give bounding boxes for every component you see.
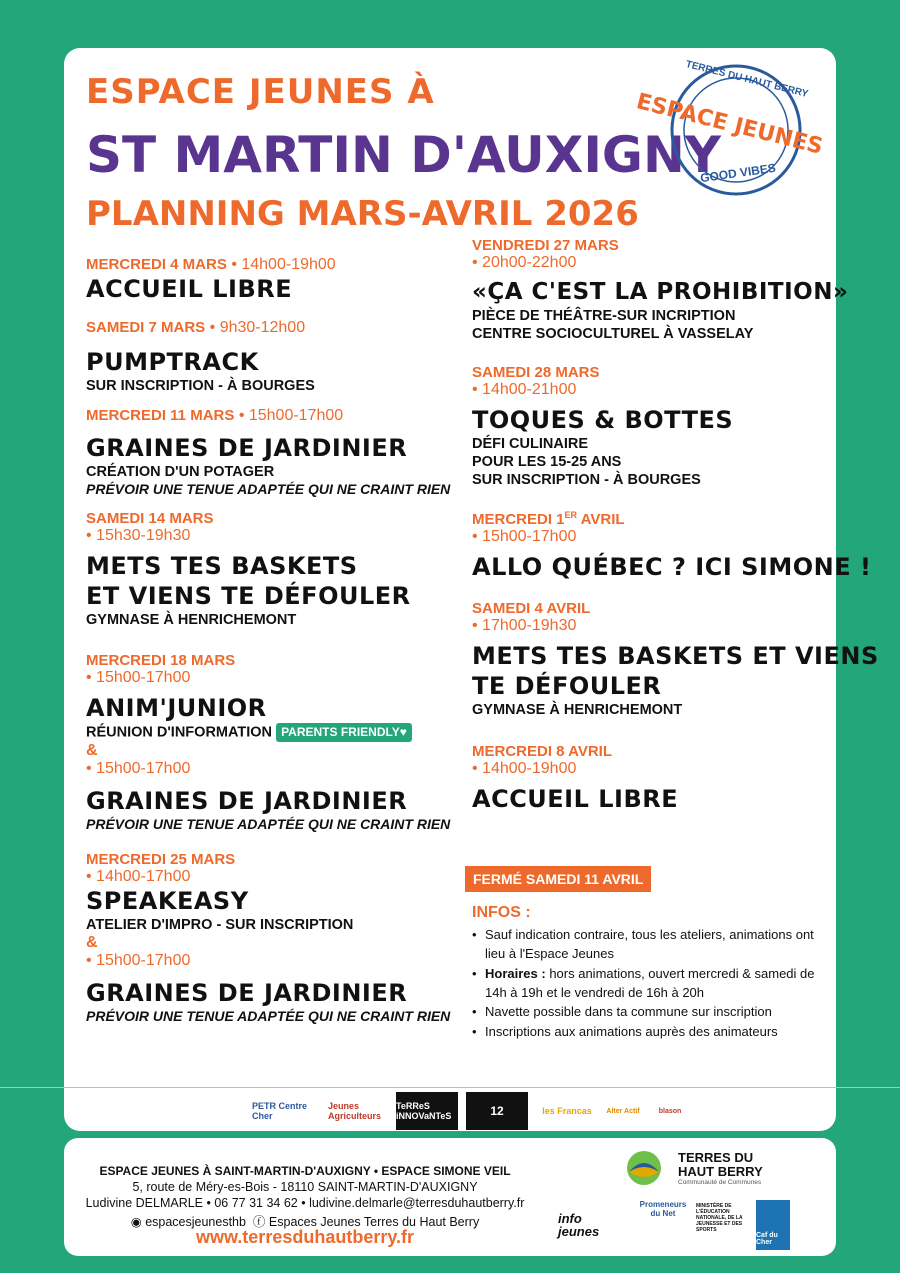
event-title-line1: METS TES BASKETS ET VIENS	[472, 642, 879, 670]
closed-notice: FERMÉ SAMEDI 11 AVRIL	[465, 866, 651, 892]
blason-icon: blason	[658, 1107, 682, 1115]
event-date: SAMEDI 4 AVRIL	[472, 600, 591, 617]
info-item: • Horaires : hors animations, ouvert mercredi & samedi de 14h à 19h et le vendredi de 16h à 20h	[472, 965, 832, 1003]
event-date: MERCREDI 8 AVRIL	[472, 743, 613, 760]
event-ampersand: &	[86, 934, 98, 952]
header-planning: PLANNING MARS-AVRIL 2026	[86, 194, 639, 234]
info-item: • Navette possible dans ta commune sur inscription	[472, 1003, 832, 1022]
event-time: • 20h00-22h00	[472, 254, 577, 271]
event-subtitle-3: SUR INSCRIPTION - À BOURGES	[472, 472, 701, 489]
event-subtitle-2: CENTRE SOCIOCULTUREL À VASSELAY	[472, 325, 754, 342]
event-vendredi-27-mars	[472, 237, 848, 343]
event-note: PRÉVOIR UNE TENUE ADAPTÉE QUI NE CRAINT RIEN	[86, 481, 451, 498]
event-subtitle: RÉUNION D'INFORMATION PARENTS FRIENDLY♥	[86, 723, 450, 742]
event-date: SAMEDI 14 MARS	[86, 510, 214, 527]
event-time: • 15h00-17h00	[472, 528, 577, 545]
infos-title: INFOS :	[472, 904, 531, 921]
espace-jeunes-stamp	[633, 58, 826, 200]
footer-address: 5, route de Méry-es-Bois - 18110 SAINT-MARTIN-D'AUXIGNY	[132, 1180, 478, 1194]
event-note: PRÉVOIR UNE TENUE ADAPTÉE QUI NE CRAINT RIEN	[86, 816, 451, 832]
infos-list	[472, 926, 832, 1043]
stamp-bottom-text: GOOD VIBES	[699, 160, 777, 186]
event-title: GRAINES DE JARDINIER	[86, 434, 408, 462]
event-title: PUMPTRACK	[86, 348, 259, 376]
event-subtitle: GYMNASE À HENRICHEMONT	[472, 702, 683, 718]
petr-logo: PETR Centre Cher	[252, 1101, 308, 1121]
event-date: SAMEDI 28 MARS	[472, 364, 600, 381]
event-title-line2: TE DÉFOULER	[472, 672, 662, 700]
event-date: MERCREDI 11 MARS	[86, 407, 235, 424]
event-mercredi-11-mars	[86, 407, 450, 497]
event-title: ACCUEIL LIBRE	[472, 785, 679, 813]
event-mercredi-8-avril	[472, 743, 678, 814]
event-subtitle-1: DÉFI CULINAIRE	[472, 436, 588, 452]
event-date: VENDREDI 27 MARS	[472, 237, 619, 254]
event-time: • 14h00-21h00	[472, 381, 577, 398]
event-time: • 14h00-17h00	[86, 868, 191, 885]
parents-friendly-badge: PARENTS FRIENDLY♥	[276, 723, 412, 742]
event-title: «ÇA C'EST LA PROHIBITION»	[472, 279, 849, 305]
event-time: • 14h00-19h00	[231, 256, 336, 273]
event-samedi-4-avril	[472, 600, 879, 719]
event-title-line1: METS TES BASKETS	[86, 552, 358, 580]
event-time-2: • 15h00-17h00	[86, 952, 191, 970]
terres-innovantes-logo: TeRReS iNNOVaNTeS	[396, 1092, 458, 1130]
stamp-top-text: TERRES DU HAUT BERRY	[684, 58, 810, 101]
jeunes-agriculteurs-logo: Jeunes Agriculteurs	[328, 1101, 382, 1121]
event-date: SAMEDI 7 MARS	[86, 319, 206, 336]
event-title: ACCUEIL LIBRE	[86, 275, 293, 303]
event-subtitle-1: PIÈCE DE THÉÂTRE-SUR INCRIPTION	[472, 307, 736, 324]
instagram-icon: ◉	[130, 1215, 142, 1229]
facebook-handle[interactable]: Espaces Jeunes Terres du Haut Berry	[268, 1215, 480, 1229]
facebook-icon: ⓕ	[252, 1215, 266, 1229]
event-title-line2: ET VIENS TE DÉFOULER	[86, 582, 411, 610]
event-title-2: GRAINES DE JARDINIER	[86, 787, 408, 815]
event-samedi-14-mars	[86, 510, 411, 629]
event-time: • 14h00-19h00	[472, 760, 577, 777]
event-time: • 9h30-12h00	[209, 319, 306, 336]
event-samedi-7-mars	[86, 319, 315, 395]
event-date: MERCREDI 25 MARS	[86, 851, 236, 868]
ministere-logo: MINISTÈRE DE L'ÉDUCATION NATIONALE, DE LA JEUNESSE ET DES SPORTS	[696, 1203, 743, 1233]
event-mercredi-18-mars	[86, 652, 450, 832]
header-title: ST MARTIN D'AUXIGNY	[86, 126, 722, 184]
event-time: • 15h30-19h30	[86, 527, 191, 544]
info-item: • Sauf indication contraire, tous les ateliers, animations ont lieu à l'Espace Jeunes	[472, 926, 832, 964]
douze-logo: 12	[466, 1092, 528, 1130]
event-mercredi-4-mars	[86, 256, 336, 304]
footer-contact[interactable]: Ludivine DELMARLE • 06 77 31 34 62 • ludivine.delmarle@terresduhautberry.fr	[85, 1196, 525, 1210]
event-samedi-28-mars	[472, 364, 733, 489]
event-date: MERCREDI 4 MARS	[86, 256, 227, 273]
alter-actif-logo: Alter Actif	[606, 1107, 640, 1115]
caf-logo: Caf du Cher	[756, 1200, 790, 1250]
instagram-handle[interactable]: espacesjeunesthb	[145, 1215, 246, 1229]
event-time: • 15h00-17h00	[86, 669, 191, 686]
event-mercredi-25-mars	[86, 851, 450, 1024]
event-note: PRÉVOIR UNE TENUE ADAPTÉE QUI NE CRAINT RIEN	[86, 1008, 451, 1025]
event-time: • 17h00-19h30	[472, 617, 577, 634]
thb-name-1: TERRES DU	[678, 1150, 754, 1165]
event-subtitle: CRÉATION D'UN POTAGER	[86, 464, 275, 480]
event-title: SPEAKEASY	[86, 887, 249, 915]
event-subtitle: ATELIER D'IMPRO - SUR INSCRIPTION	[86, 917, 354, 933]
event-title: TOQUES & BOTTES	[472, 406, 734, 434]
event-subtitle: SUR INSCRIPTION - À BOURGES	[86, 378, 315, 394]
event-subtitle-2: POUR LES 15-25 ANS	[472, 454, 622, 471]
event-ampersand: &	[86, 742, 98, 759]
promeneurs-logo: Promeneurs du Net	[639, 1200, 687, 1218]
event-title: ANIM'JUNIOR	[86, 694, 267, 722]
thb-sub: Communauté de Communes	[678, 1179, 762, 1186]
event-date: MERCREDI 18 MARS	[86, 652, 236, 669]
event-date: MERCREDI 1ER AVRIL	[472, 510, 625, 528]
info-item: • Inscriptions aux animations auprès des animateurs	[472, 1023, 832, 1042]
event-title: ALLO QUÉBEC ? ICI SIMONE !	[472, 553, 872, 581]
event-time: • 15h00-17h00	[238, 407, 344, 424]
event-subtitle: GYMNASE À HENRICHEMONT	[86, 612, 297, 628]
info-jeunes-logo: info jeunes	[558, 1211, 600, 1239]
thb-logo	[624, 1148, 794, 1190]
event-mercredi-1-avril	[472, 510, 871, 582]
francas-logo: les Francas	[542, 1106, 592, 1116]
event-title-2: GRAINES DE JARDINIER	[86, 979, 408, 1008]
stamp-main-text: ESPACE JEUNES	[633, 89, 826, 160]
footer-address-title: ESPACE JEUNES À SAINT-MARTIN-D'AUXIGNY • ESPACE SIMONE VEIL	[99, 1164, 511, 1178]
thb-name-2: HAUT BERRY	[678, 1164, 763, 1179]
footer-website[interactable]: www.terresduhautberry.fr	[195, 1227, 415, 1247]
divider	[0, 1087, 900, 1088]
header-line1: ESPACE JEUNES À	[86, 72, 435, 112]
thb-logo-icon	[624, 1148, 664, 1188]
event-time-2: • 15h00-17h00	[86, 760, 191, 777]
